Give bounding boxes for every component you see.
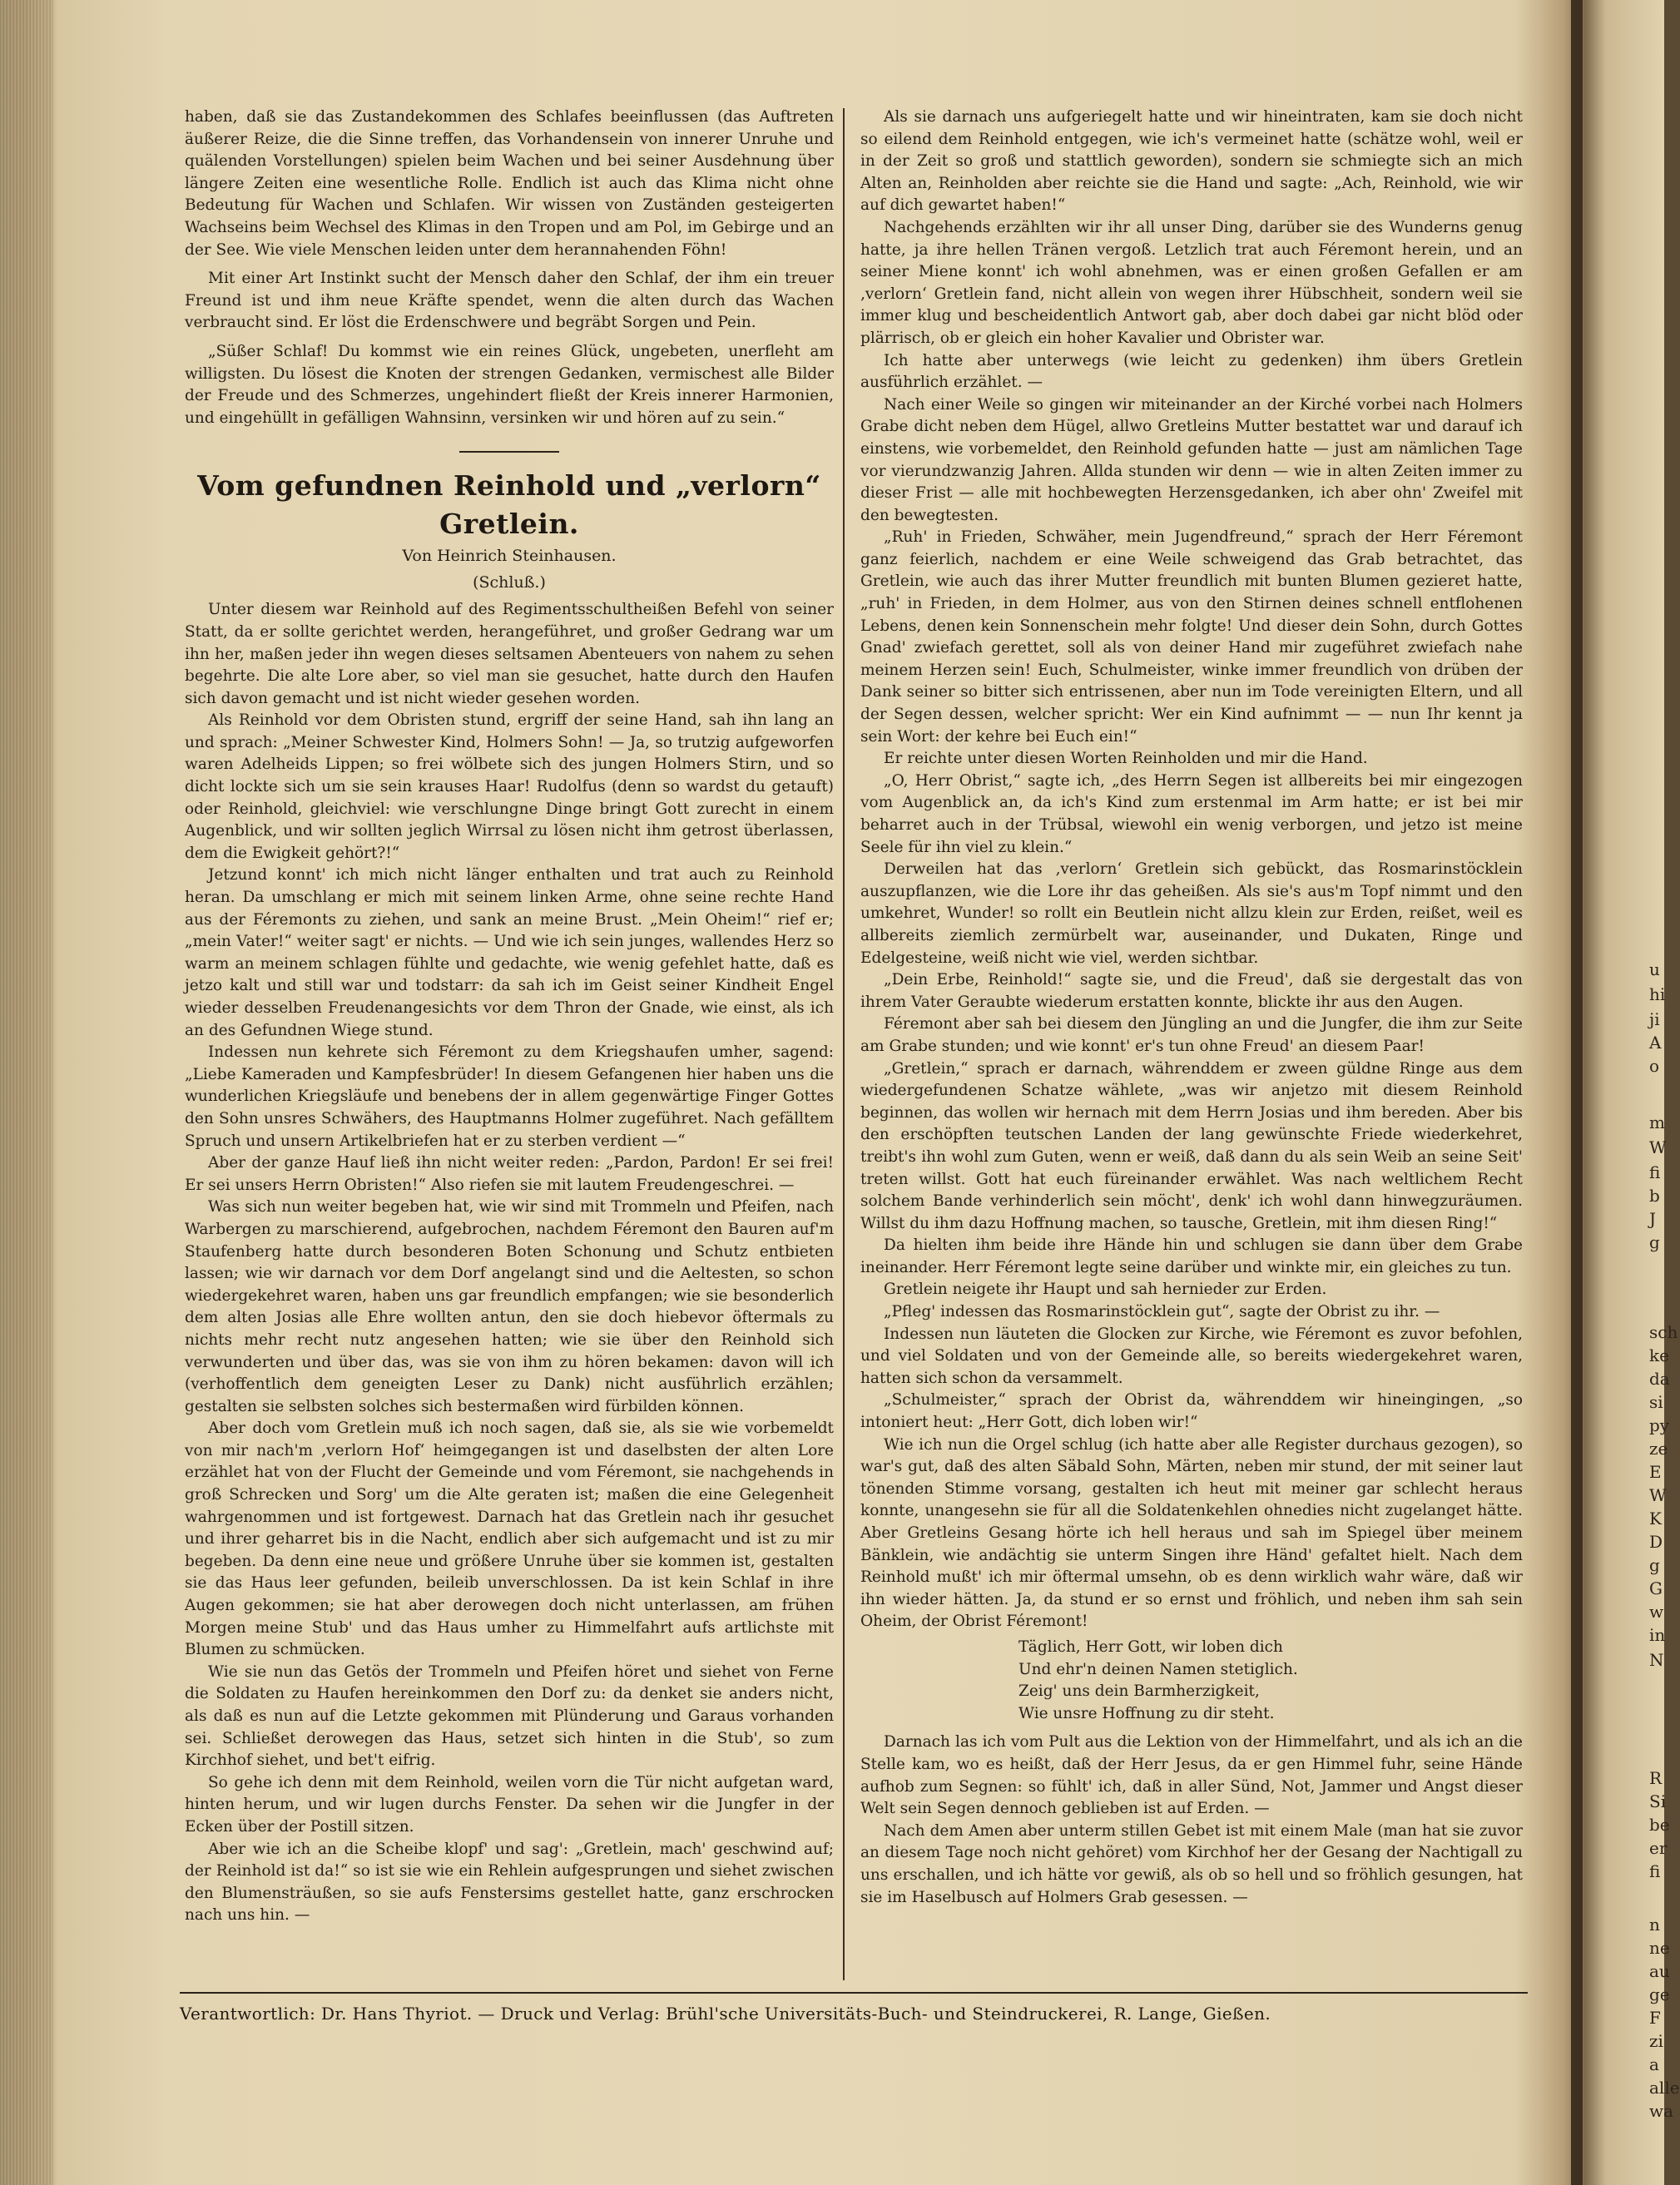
story-paragraph: „Gretlein,“ sprach er darnach, währenddem er zween güldne Ringe aus dem wiedergefundenen Schatze wählete, „was wir anjetzo mit diesem Reinhold beginnen, das wollen wir hernach mit dem Herrn Josias und ihm bereden. Aber bis den erschöpften teutschen Landen der lang gewünschte Friede wiederkehret, treibt's ihn wohl zum Guten, wenn er weiß, daß dann du als sein Weib an seine Seit' treten willst. Gott hat euch füreinander erwählet. Was nach weltlichem Recht solchem Bande verhinderlich sein möcht', denk' ich wohl dann hinwegzuräumen. Willst du ihm dazu Hoffnung machen, so tausche, Gretlein, mit ihm diesen Ring!“ bbox=[860, 1059, 1523, 1232]
edge-text-fragment: sch bbox=[1649, 1322, 1678, 1342]
intro-paragraph: Mit einer Art Instinkt sucht der Mensch daher den Schlaf, der ihm ein treuer Freund ist und ihm neue Kräfte spendet, wenn die alten durch das Wachen verbraucht sind. Er löst die Erdenschwere und begräbt Sorgen und Pein. bbox=[185, 270, 834, 332]
story-paragraph: „Schulmeister,“ sprach der Obrist da, währenddem wir hineingingen, „so intoniert heut: „Herr Gott, dich loben wir!“ bbox=[860, 1391, 1523, 1432]
story-paragraph: So gehe ich denn mit dem Reinhold, weilen vorn die Tür nicht aufgetan ward, hinten herum, und wir lugen durchs Fenster. Da sehen wir die Jungfer in der Ecken über der Postill sitzen. bbox=[185, 1773, 834, 1836]
edge-text-fragment: be bbox=[1649, 1815, 1670, 1835]
edge-text-fragment: zi bbox=[1649, 2031, 1663, 2051]
edge-text-fragment: D bbox=[1649, 1532, 1663, 1552]
hymn-verse bbox=[1018, 1637, 1523, 1725]
edge-text-fragment: da bbox=[1649, 1369, 1670, 1389]
edge-text-fragment: ke bbox=[1649, 1345, 1669, 1365]
edge-text-fragment: n bbox=[1649, 1915, 1660, 1935]
story-paragraph: Ich hatte aber unterwegs (wie leicht zu gedenken) ihm übers Gretlein ausführlich erzählet. — bbox=[860, 351, 1523, 392]
edge-text-fragment: w bbox=[1649, 1602, 1664, 1622]
edge-text-fragment: ne bbox=[1649, 1938, 1670, 1958]
edge-text-fragment: J bbox=[1649, 1209, 1657, 1229]
edge-text-fragment: g bbox=[1649, 1555, 1660, 1575]
story-title-line-2: Gretlein. bbox=[439, 508, 579, 541]
edge-text-fragment: N bbox=[1649, 1650, 1664, 1670]
story-paragraph: „Pfleg' indessen das Rosmarinstöcklein gut“, sagte der Obrist zu ihr. — bbox=[884, 1303, 1440, 1321]
section-divider bbox=[459, 451, 559, 453]
edge-text-fragment: in bbox=[1649, 1625, 1666, 1645]
story-paragraph: „Ruh' in Frieden, Schwäher, mein Jugendfreund,“ sprach der Herr Féremont ganz feierlich, nachdem er eine Weile schweigend das Grab betrachtet, das Gretlein, wie auch das ihrer Mutter freundlich mit bunten Blumen gezieret hatte, „ruh' in Frieden, in dem Holmer, aus von den Stirnen deines schnell entflohenen Lebens, denen kein Sonnenschein mehr folgte! Und dieser dein Sohn, durch Gottes Gnad' zwiefach gerettet, soll als von deiner Hand mir zugeführet zwiefach nahe meinem Herzen sein! Euch, Schulmeister, winke immer freundlich von drüben der Dank seiner so bitter sich entrissenen, aber nun im Tode vereinigten Eltern, und all der Segen dessen, welcher spricht: Wer ein Kind aufnimmt — — nun Ihr kennt ja sein Wort: der kehre bei Euch ein!“ bbox=[860, 528, 1523, 746]
left-column bbox=[185, 107, 834, 1927]
edge-text-fragment: py bbox=[1649, 1415, 1670, 1435]
edge-text-fragment: b bbox=[1649, 1186, 1660, 1206]
right-column bbox=[860, 107, 1523, 1909]
edge-text-fragment: ze bbox=[1649, 1439, 1668, 1459]
edge-text-fragment: hi bbox=[1649, 984, 1666, 1004]
hymn-line: Zeig' uns dein Barmherzigkeit, bbox=[1018, 1682, 1260, 1701]
story-paragraph: Aber doch vom Gretlein muß ich noch sagen, daß sie, als sie wie vorbemeldt von mir nach'm ‚verlorn Hof‘ heimgegangen ist und daselbsten der alten Lore erzählet hat von der Flucht der Gemeinde und vom Féremont, sie nachgehends in groß Schrecken und Sorg' um die Alte geraten ist; maßen die eine Gelegenheit wahrgenommen und ist fortgewest. Darnach hat das Gretlein nach ihr gesuchet und ihrer geharret bis in die Nacht, endlich aber sich aufgemacht und ist zu mir begeben. Da denn eine neue und größere Unruhe über sie kommen ist, gestalten sie das Haus leer gefunden, beileib unverschlossen. Da ist kein Schlaf in ihre Augen gekommen; sie hat aber derowegen doch nicht unterlassen, am frühen Morgen meine Stub' und das Haus umher zu Himmelfahrt aufs artlichste mit Blumen zu schmücken. bbox=[185, 1420, 834, 1659]
edge-text-fragment: au bbox=[1649, 1961, 1670, 1981]
edge-text-fragment: er bbox=[1649, 1838, 1668, 1858]
story-paragraph: Aber der ganze Hauf ließ ihn nicht weiter reden: „Pardon, Pardon! Er sei frei! Er sei unsers Herrn Obristen!“ Also riefen sie mit lautem Freudengeschrei. — bbox=[185, 1154, 834, 1194]
story-paragraph: „Dein Erbe, Reinhold!“ sagte sie, und die Freud', daß sie dergestalt das von ihrem Vater Geraubte wiederum erstatten konnte, blickte ihr aus den Augen. bbox=[860, 971, 1523, 1011]
story-paragraph: Derweilen hat das ‚verlorn‘ Gretlein sich gebückt, das Rosmarinstöcklein auszupflanzen, wie die Lore ihr das geheißen. Als sie's aus'm Topf nimmt und den umkehret, Wunder! so rollt ein Beutlein nicht allzu klein zur Erden, reißet, weil es allbereits ziemlich zermürbelt war, auseinander, und Dukaten, Ringe und Edelgesteine, weiß nicht wie viel, werden sichtbar. bbox=[860, 860, 1523, 967]
edge-text-fragment: m bbox=[1649, 1112, 1665, 1132]
edge-text-fragment: a bbox=[1649, 2054, 1659, 2074]
story-paragraph: Aber wie ich an die Scheibe klopf' und sag': „Gretlein, mach' geschwind auf; der Reinhold ist da!“ so ist sie wie ein Rehlein aufgesprungen und siehet zwischen den Blumensträußen, so sie aufs Fenstersims gestellet hatte, ganz erschrocken nach uns hin. — bbox=[185, 1840, 834, 1925]
edge-text-fragment: ji bbox=[1649, 1009, 1660, 1029]
story-paragraph: „O, Herr Obrist,“ sagte ich, „des Herrn Segen ist allbereits bei mir eingezogen vom Augenblick an, da ich's Kind zum erstenmal im Arm hatte; er ist bei mir beharret auch in der Trübsal, wiewohl ein wenig verborgen, und jetzo ist meine Seele für ihn viel zu klein.“ bbox=[860, 771, 1523, 856]
edge-text-fragment: E bbox=[1649, 1462, 1662, 1482]
story-paragraph: Als Reinhold vor dem Obristen stund, ergriff der seine Hand, sah ihn lang an und sprach: „Meiner Schwester Kind, Holmers Sohn! — Ja, so trutzig aufgeworfen waren Adelheids Lippen; so frei wölbete sich des jungen Holmers Stirn, und so dicht lockte sich um sie sein krauses Haar! Rudolfus (denn so wardst du getauft) oder Reinhold, gleichviel: wie verschlungne Dinge bringt Gott zurecht in einem Augenblick, und wir sollten jeglich Wirrsal zu lösen nicht ihm getrost überlassen, dem die Ewigkeit gehört?!“ bbox=[185, 711, 834, 862]
story-paragraph: Jetzund konnt' ich mich nicht länger enthalten und trat auch zu Reinhold heran. Da umschlang er mich mit seinem linken Arme, ohne seine rechte Hand aus der Féremonts zu ziehen, und sank an meine Brust. „Mein Oheim!“ rief er; „mein Vater!“ weiter sagt' er nichts. — Und wie ich sein junges, wallendes Herz so warm an meinem schlagen fühlte und gedachte, wie wenig gefehlet hatte, daß es jetzo kalt und still war und todstarr: da sah ich im Geist seiner Kindheit Engel wieder desselben Freudenangesichts vor dem Thron der Gnade, wie einst, als ich an des Gefundnen Wiege stund. bbox=[185, 866, 834, 1039]
story-paragraph: Wie sie nun das Getös der Trommeln und Pfeifen höret und siehet von Ferne die Soldaten zu Haufen hereinkommen den Dorf zu: da denket sie anders nicht, als daß es nun auf die Letzte gekommen mit Plünderung und Garaus vorhanden sei. Schließet derowegen das Haus, setzet sich hinten in die Stub', so zum Kirchhof siehet, und bet't eifrig. bbox=[185, 1662, 834, 1770]
column-divider bbox=[843, 108, 845, 1980]
edge-text-fragment: F bbox=[1649, 2008, 1661, 2028]
story-paragraph: Nachgehends erzählten wir ihr all unser Ding, darüber sie des Wunderns genug hatte, ja ihre hellen Tränen vergoß. Letzlich trat auch Féremont herein, und an seiner Miene konnt' ich wohl abnehmen, was er einen großen Gefallen er am ‚verlorn‘ Gretlein fand, nicht allein von wegen ihrer Hübschheit, sondern weil sie immer klug und bescheidentlich Antwort gab, aber doch dabei gar nicht blöd oder plärrisch, ob er gleich ein hoher Kavalier und Obrister war. bbox=[860, 218, 1523, 347]
edge-text-fragment: ge bbox=[1649, 1984, 1670, 2004]
edge-text-fragment: G bbox=[1649, 1578, 1663, 1598]
edge-text-fragment: A bbox=[1649, 1033, 1662, 1053]
book-binding-edge bbox=[0, 0, 53, 2185]
edge-text-fragment: W bbox=[1649, 1485, 1667, 1505]
story-paragraph: Indessen nun läuteten die Glocken zur Kirche, wie Féremont es zuvor befohlen, und viel Soldaten und von der Gemeinde alle, so bereits wiedergekehret waren, hatten sich schon da versammelt. bbox=[860, 1325, 1523, 1387]
story-paragraph: Nach einer Weile so gingen wir miteinander an der Kirché vorbei nach Holmers Grabe dicht neben dem Hügel, allwo Gretleins Mutter bestattet war und darauf ich einstens, wie vorbemeldet, den Reinhold gefunden hatte — just am nämlichen Tage vor vierundzwanzig Jahren. Allda stunden wir denn — wie in alten Zeiten immer zu dieser Frist — alle mit hochbewegten Herzensgedanken, ich aber ohn' Zweifel mit den bewegtesten. bbox=[860, 395, 1523, 524]
intro-paragraph: haben, daß sie das Zustandekommen des Schlafes beeinflussen (das Auftreten äußerer Reize, die die Sinne treffen, das Vorhandensein von innerer Unruhe und quälenden Vorstellungen) spielen beim Wachen und bei seiner Ausdehnung über längere Zeiten eine wesentliche Rolle. Endlich ist auch das Klima nicht ohne Bedeutung für Wachen und Schlafen. Wir wissen von Zuständen gesteigerten Wachseins beim Wechsel des Klimas in den Tropen und am Pol, im Gebirge und an der See. Wie viele Menschen leiden unter dem herannahenden Föhn! bbox=[185, 108, 834, 259]
story-continuation-note: (Schluß.) bbox=[473, 573, 546, 592]
edge-text-fragment: o bbox=[1649, 1056, 1660, 1076]
story-paragraph: Da hielten ihm beide ihre Hände hin und schlugen sie dann über dem Grabe ineinander. Herr Féremont legte seine darüber und winkte mir, ein gleiches zu tun. bbox=[860, 1236, 1523, 1276]
story-title-line-1: Vom gefundnen Reinhold und „verlorn“ bbox=[197, 469, 821, 503]
hymn-line: Wie unsre Hoffnung zu dir steht. bbox=[1018, 1704, 1275, 1722]
story-paragraph: Féremont aber sah bei diesem den Jüngling an und die Jungfer, die ihm zur Seite am Grabe stunden; und wie konnt' er's tun ohne Freud' an diesem Paar! bbox=[860, 1015, 1523, 1055]
hymn-line: Und ehr'n deinen Namen stetiglich. bbox=[1018, 1660, 1298, 1678]
next-page-edge bbox=[1648, 0, 1680, 2185]
intro-paragraph: „Süßer Schlaf! Du kommst wie ein reines Glück, ungebeten, unerfleht am willigsten. Du lösest die Knoten der strengen Gedanken, vermischest alle Bilder der Freude und des Schmerzes, ungehindert fließt der Kreis innerer Harmonien, und eingehüllt in gefälligen Wahnsinn, versinken wir und hören auf zu sein.“ bbox=[185, 342, 834, 427]
edge-text-fragment: K bbox=[1649, 1509, 1662, 1529]
story-paragraph: Nach dem Amen aber unterm stillen Gebet ist mit einem Male (man hat sie zuvor an diesem Tage noch nicht gehöret) vom Kirchhof her der Gesang der Nachtigall zu uns erschallen, und ich hätte vor gewiß, als ob so hell und so fröhlich gesungen, hat sie im Haselbusch auf Holmers Grab gesessen. — bbox=[860, 1821, 1523, 1906]
story-paragraph: Gretlein neigete ihr Haupt und sah hernieder zur Erden. bbox=[884, 1281, 1327, 1299]
edge-text-fragment: Si bbox=[1649, 1791, 1667, 1811]
publisher-imprint: Verantwortlich: Dr. Hans Thyriot. — Druck und Verlag: Brühl'sche Universitäts-Buch- und Steindruckerei, R. Lange, Gießen. bbox=[180, 1992, 1528, 2025]
edge-text-fragment: g bbox=[1649, 1232, 1660, 1252]
story-paragraph: Als sie darnach uns aufgeriegelt hatte und wir hineintraten, kam sie doch nicht so eilend dem Reinhold entgegen, wie ich's vermeinet hatte (schätze wohl, weil er in der Zeit so groß und stattlich geworden), sondern sie schmiegte sich an mich Alten an, Reinholden aber reichte sie die Hand und sagte: „Ach, Reinhold, wie wir auf dich gewartet haben!“ bbox=[860, 108, 1523, 215]
page-gutter bbox=[1571, 0, 1583, 2185]
edge-text-fragment: fi bbox=[1649, 1162, 1661, 1182]
story-paragraph: Unter diesem war Reinhold auf des Regimentsschultheißen Befehl von seiner Statt, da er sollte gerichtet werden, herangeführet, und großer Gedrang war um ihn her, maßen jeder ihn wegen dieses seltsamen Abenteuers von nahem zu sehen begehrte. Die alte Lore aber, so viel man sie gesuchet, hatte durch den Haufen sich davon gemacht und ist nicht wieder gesehen worden. bbox=[185, 601, 834, 707]
story-paragraph: Was sich nun weiter begeben hat, wie wir sind mit Trommeln und Pfeifen, nach Warbergen zu marschierend, aufgebrochen, nachdem Féremont den Bauren auf'm Staufenberg hatte durch besonderen Boten Schonung und Schutz entbieten lassen; wie wir darnach vor dem Dorf angelangt sind und die Aeltesten, so schon wiedergekehret waren, haben uns gar freundlich empfangen; wie sie besonderlich dem alten Josias alle Ehre wollten antun, den sie doch hiebevor öftermals zu nichts mehr recht nutz angesehen hatten; wie sie über den Reinhold sich verwunderten und über das, was sie von ihm zu hören bekamen: davon will ich (verhoffentlich dem geneigten Leser zu Dank) nicht ausführlich erzählen; gestalten sie selbsten solches sich bestermaßen wird fürbilden können. bbox=[185, 1198, 834, 1415]
edge-text-fragment: R bbox=[1649, 1768, 1663, 1788]
edge-text-fragment: W bbox=[1649, 1137, 1667, 1157]
story-paragraph: Er reichte unter diesen Worten Reinholden und mir die Hand. bbox=[884, 750, 1368, 768]
edge-text-fragment: si bbox=[1649, 1392, 1663, 1412]
edge-text-fragment: alle bbox=[1649, 2078, 1680, 2098]
story-byline: Von Heinrich Steinhausen. bbox=[402, 547, 617, 566]
story-paragraph: Indessen nun kehrete sich Féremont zu dem Kriegshaufen umher, sagend: „Liebe Kameraden und Kampfesbrüder! In diesem Gefangenen hier haben uns die wunderlichen Kriegsläufe und benebens der in allem gegenwärtige Finger Gottes den Sohn unsres Schwähers, des Hauptmanns Holmer zugeführet. Nach gefälltem Spruch und unsern Artikelbriefen hat er zu sterben verdient —“ bbox=[185, 1043, 834, 1150]
hymn-line: Täglich, Herr Gott, wir loben dich bbox=[1018, 1638, 1283, 1656]
edge-text-fragment: u bbox=[1649, 959, 1660, 979]
story-paragraph: Wie ich nun die Orgel schlug (ich hatte aber alle Register durchaus gezogen), so war's gut, daß des alten Säbald Sohn, Märten, neben mir stund, der mit seiner laut tönenden Stimme vorsang, gestalten ich heut mit meiner gar schlecht heraus konnte, unangesehn sie für all die Soldatenkehlen ohnedies nicht zugelanget hätte. Aber Gretleins Gesang hörte ich hell heraus und sah im Spiegel über meinem Bänklein, wie andächtig sie unterm Singen ihre Händ' gefaltet hielt. Nach dem Reinhold mußt' ich mir öftermal umsehn, ob es denn wirklich wahr wäre, daß wir ihn wieder hätten. Ja, da stund er so ernst und fröhlich, und neben ihm sah sein Oheim, der Obrist Féremont! bbox=[860, 1435, 1523, 1631]
edge-text-fragment: fi bbox=[1649, 1861, 1661, 1881]
story-paragraph: Darnach las ich vom Pult aus die Lektion von der Himmelfahrt, und als ich an die Stelle kam, wo es heißt, daß der Herr Jesus, da er gen Himmel fuhr, seine Hände aufhob zum Segnen: so fühlt' ich, daß in aller Sünd, Not, Jammer und Angst dieser Welt sein Segen dennoch geblieben ist auf Erden. — bbox=[860, 1733, 1523, 1818]
edge-text-fragment: wa bbox=[1649, 2101, 1674, 2121]
